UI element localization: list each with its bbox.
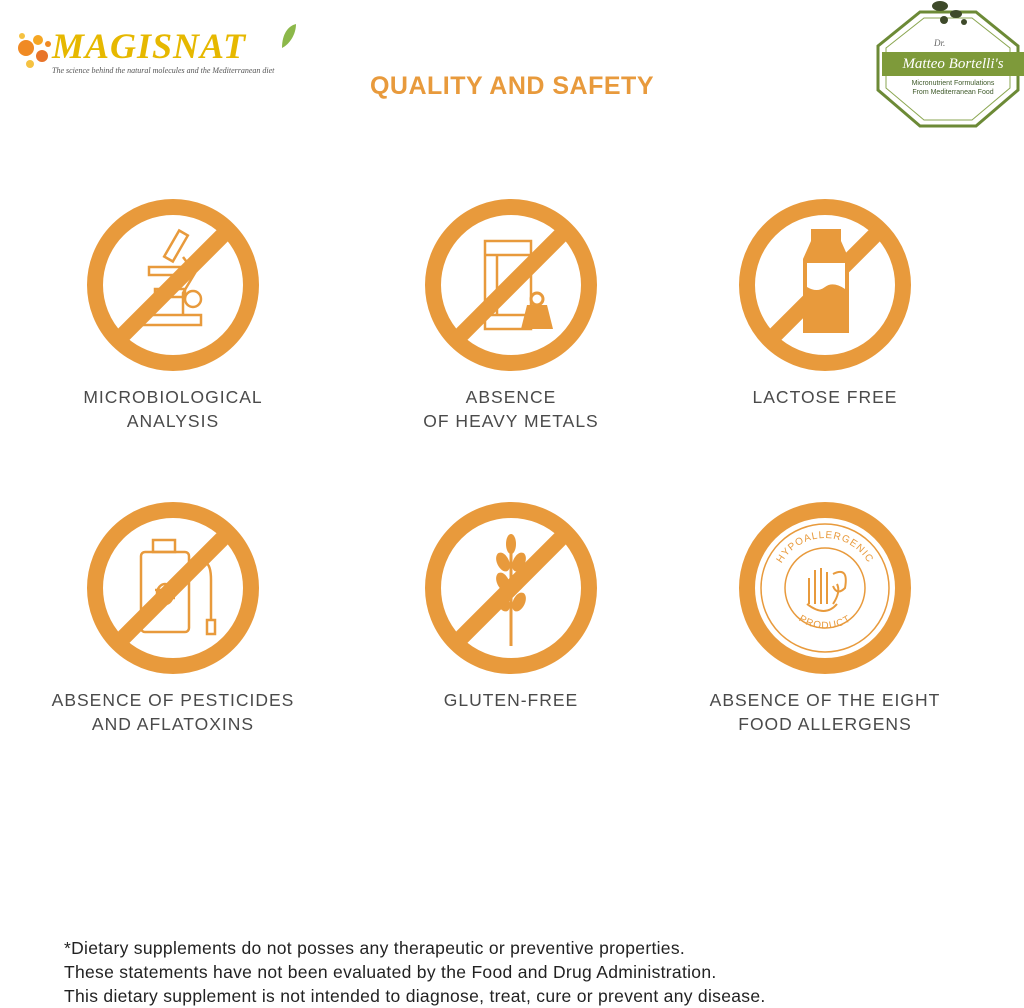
doctor-badge — [872, 0, 1022, 132]
disclaimer-line-2: These statements have not been evaluated by the Food and Drug Administration. — [64, 962, 717, 982]
disclaimer-line-1: *Dietary supplements do not posses any therapeutic or preventive properties. — [64, 938, 686, 958]
microscope-icon — [85, 197, 261, 373]
feature-pesticides — [13, 500, 333, 736]
badge-prefix: Dr. — [934, 38, 946, 48]
milk-bottle-icon — [737, 197, 913, 373]
page-title: QUALITY AND SAFETY — [369, 72, 654, 100]
molecule-icon — [16, 26, 56, 76]
leaf-icon — [278, 22, 298, 50]
brand-name: MAGISNAT — [52, 26, 247, 66]
heavy-metals-icon — [423, 197, 599, 373]
badge-name: Matteo Bortelli's — [882, 52, 1024, 76]
disclaimer — [64, 936, 1004, 1008]
hypoallergenic-icon — [737, 500, 913, 676]
badge-line-1: Micronutrient Formulations — [911, 80, 995, 87]
feature-label: GLUTEN-FREE — [443, 690, 579, 710]
brand-tagline: The science behind the natural molecules and the Mediterranean diet — [52, 66, 275, 75]
feature-allergens — [665, 500, 985, 736]
feature-gluten-free — [351, 500, 671, 712]
badge-bottom-text: PRODUCT — [796, 613, 854, 632]
feature-label: LACTOSE FREE — [752, 387, 898, 407]
feature-microbiological — [13, 197, 333, 433]
feature-label: ABSENCE OF HEAVY METALS — [423, 387, 599, 431]
feature-label: ABSENCE OF PESTICIDES AND AFLATOXINS — [51, 690, 295, 734]
badge-line-2: From Mediterranean Food — [912, 89, 994, 96]
feature-lactose-free — [665, 197, 985, 409]
feature-label: MICROBIOLOGICAL ANALYSIS — [83, 387, 263, 431]
disclaimer-line-3: This dietary supplement is not intended to diagnose, treat, cure or prevent any disease. — [64, 986, 766, 1006]
feature-label: ABSENCE OF THE EIGHT FOOD ALLERGENS — [709, 690, 941, 734]
feature-heavy-metals — [351, 197, 671, 433]
wheat-icon — [423, 500, 599, 676]
badge-top-text: HYPOALLERGENIC — [774, 529, 876, 566]
pesticide-sprayer-icon — [85, 500, 261, 676]
